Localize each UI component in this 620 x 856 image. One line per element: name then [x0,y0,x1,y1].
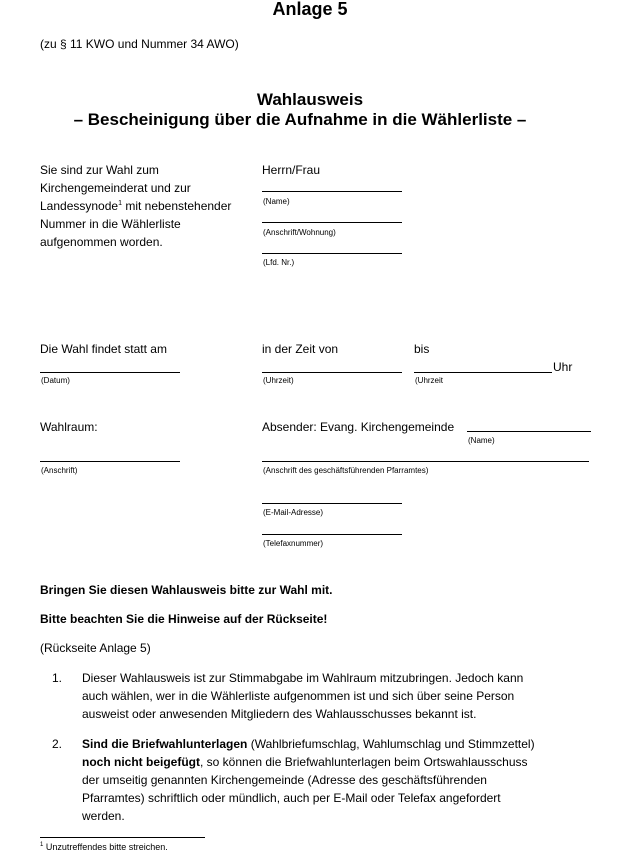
email-line [262,503,402,504]
date-caption: (Datum) [41,376,70,385]
intro-line-start: Landessynode [40,199,119,213]
list-item-line: ausweist oder anwesenden Mitgliedern des Wahlausschusses bekannt ist. [82,707,477,721]
address-line [262,222,402,223]
number-caption: (Lfd. Nr.) [263,258,295,267]
back-side-label: (Rückseite Anlage 5) [40,641,151,655]
time-to-line [414,372,552,373]
intro-line: Sie sind zur Wahl zum [40,163,159,177]
emphasis: noch nicht beigefügt [82,755,200,769]
document-subtitle: – Bescheinigung über die Aufnahme in die Wählerliste – [73,110,527,129]
address-caption: (Anschrift/Wohnung) [263,228,336,237]
election-date-label: Die Wahl findet statt am [40,342,167,356]
list-item-number: 1. [52,671,63,685]
list-item-line: werden. [82,809,125,823]
footnote-separator [40,837,205,838]
office-address-caption: (Anschrift des geschäftsführenden Pfarramtes) [263,466,429,475]
date-line [40,372,180,373]
time-to-label: bis [414,342,430,356]
list-item-text [82,669,523,723]
office-address-line [262,461,589,462]
name-line [262,191,402,192]
room-address-caption: (Anschrift) [41,466,78,475]
fax-caption: (Telefaxnummer) [263,539,324,548]
time-from-line [262,372,402,373]
footnote [40,842,168,853]
intro-line: Kirchengemeinderat und zur [40,181,191,195]
footnote-text: Unzutreffendes bitte streichen. [45,842,168,852]
annex-heading: Anlage 5 [272,0,348,19]
footnote-mark: 1 [40,842,44,848]
legal-reference: (zu § 11 KWO und Nummer 34 AWO) [40,37,239,51]
footnote-reference: 1 [118,200,122,207]
sender-name-caption: (Name) [468,436,495,445]
time-from-caption: (Uhrzeit) [263,376,294,385]
document-title: Wahlausweis [256,90,364,109]
name-caption: (Name) [263,197,290,206]
line-rest: (Wahlbriefumschlag, Wahlumschlag und Stimmzettel) [247,737,535,751]
room-address-line [40,461,180,462]
intro-line: Nummer in die Wählerliste [40,217,181,231]
list-item-number: 2. [52,737,63,751]
list-item-line: der umseitig genannten Kirchengemeinde (Adresse des geschäftsführenden [82,773,487,787]
list-item-line: Pfarramtes) schriftlich oder mündlich, auch per E-Mail oder Telefax angefordert [82,791,501,805]
intro-line: aufgenommen worden. [40,235,163,249]
list-item-line [82,753,535,771]
intro-line [40,197,231,215]
email-caption: (E-Mail-Adresse) [263,508,324,517]
time-from-label: in der Zeit von [262,342,339,356]
back-side-notice: Bitte beachten Sie die Hinweise auf der Rückseite! [40,612,328,626]
sender-label: Absender: Evang. Kirchengemeinde [262,420,455,434]
list-item-line [82,735,535,753]
line-rest: , so können die Briefwahlunterlagen beim Ortswahlausschuss [200,755,528,769]
number-line [262,253,402,254]
intro-line-end: mit nebenstehender [121,199,232,213]
bring-notice: Bringen Sie diesen Wahlausweis bitte zur Wahl mit. [40,583,333,597]
time-unit: Uhr [553,360,573,374]
sender-name-line [467,431,591,432]
fax-line [262,534,402,535]
room-label: Wahlraum: [40,420,98,434]
list-item-line: auch wählen, wer in die Wählerliste aufgenommen ist und sich über seine Person [82,689,515,703]
list-item-text [82,735,535,825]
time-to-caption: (Uhrzeit [415,376,444,385]
salutation-label: Herrn/Frau [262,163,321,177]
emphasis: Sind die Briefwahlunterlagen [82,737,248,751]
intro-text [40,161,231,251]
list-item-line: Dieser Wahlausweis ist zur Stimmabgabe im Wahlraum mitzubringen. Jedoch kann [82,671,524,685]
